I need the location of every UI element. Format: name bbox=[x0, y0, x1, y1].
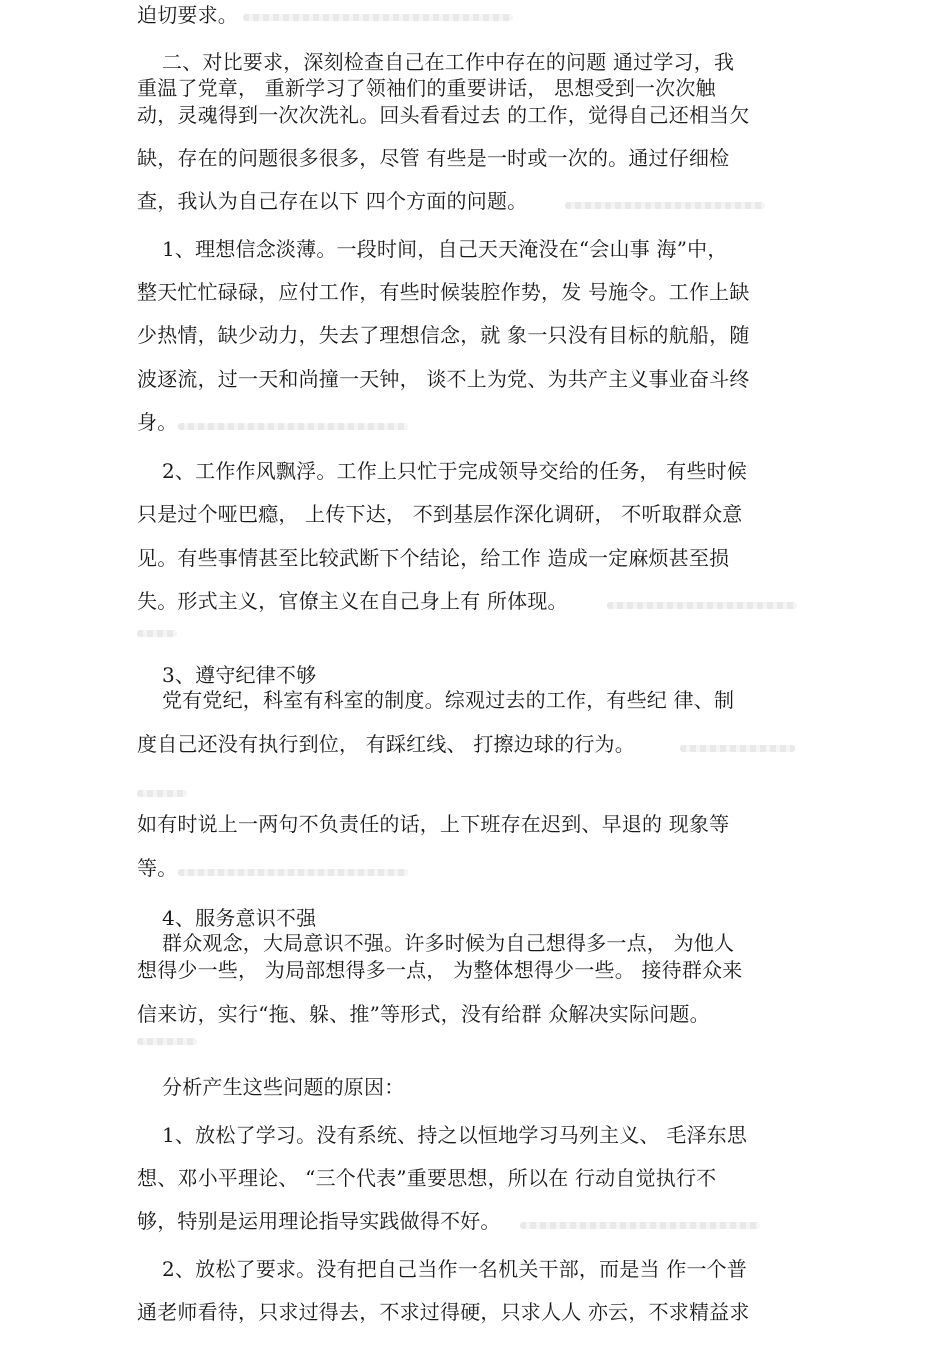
text-line: 波逐流，过一天和尚撞一天钟， 谈不上为党、为共产主义事业奋斗终 bbox=[137, 367, 750, 391]
text-line: 等。 bbox=[137, 856, 178, 880]
faint-watermark bbox=[137, 1038, 197, 1045]
section-heading: 二、对比要求，深刻检查自己在工作中存在的问题 通过学习，我 bbox=[162, 50, 735, 74]
text-line: 只是过个哑巴瘾， 上传下达， 不到基层作深化调研， 不听取群众意 bbox=[137, 502, 743, 526]
text-line: 见。有些事情甚至比较武断下个结论，给工作 造成一定麻烦甚至损 bbox=[137, 546, 730, 570]
paragraph-heading: 1、理想信念淡薄。一段时间，自己天天淹没在“会山事 海”中， bbox=[162, 237, 728, 261]
paragraph-heading: 分析产生这些问题的原因： bbox=[162, 1075, 405, 1099]
faint-watermark bbox=[178, 423, 408, 430]
text-line: 度自己还没有执行到位， 有踩红线、 打擦边球的行为。 bbox=[137, 732, 635, 756]
faint-watermark bbox=[178, 869, 408, 876]
paragraph-heading: 4、服务意识不强 bbox=[162, 906, 317, 930]
text-line: 够，特别是运用理论指导实践做得不好。 bbox=[137, 1209, 501, 1233]
text-line: 整天忙忙碌碌，应付工作，有些时候装腔作势，发 号施令。工作上缺 bbox=[137, 280, 750, 304]
text-line: 信来访，实行“拖、躲、推”等形式，没有给群 众解决实际问题。 bbox=[137, 1002, 710, 1026]
faint-watermark bbox=[137, 790, 187, 797]
text-line: 群众观念，大局意识不强。许多时候为自己想得多一点， 为他人 bbox=[162, 931, 735, 955]
text-line: 通老师看待，只求过得去，不求过得硬，只求人人 亦云，不求精益求 bbox=[137, 1300, 750, 1324]
paragraph-heading: 1、放松了学习。没有系统、持之以恒地学习马列主义、 毛泽东思 bbox=[162, 1123, 748, 1147]
text-line: 缺，存在的问题很多很多，尽管 有些是一时或一次的。通过仔细检 bbox=[137, 146, 730, 170]
text-line: 想、邓小平理论、 “三个代表”重要思想，所以在 行动自觉执行不 bbox=[137, 1166, 717, 1190]
text-line: 查，我认为自己存在以下 四个方面的问题。 bbox=[137, 189, 528, 213]
text-line: 动，灵魂得到一次次洗礼。回头看看过去 的工作，觉得自己还相当欠 bbox=[137, 103, 750, 127]
paragraph-heading: 3、遵守纪律不够 bbox=[162, 663, 317, 687]
faint-watermark bbox=[137, 630, 177, 637]
text-line: 身。 bbox=[137, 410, 178, 434]
text-line: 重温了党章， 重新学习了领袖们的重要讲话， 思想受到一次次触 bbox=[137, 76, 716, 100]
paragraph-heading: 2、工作作风飘浮。工作上只忙于完成领导交给的任务， 有些时候 bbox=[162, 459, 748, 483]
text-line: 如有时说上一两句不负责任的话，上下班存在迟到、早退的 现象等 bbox=[137, 812, 730, 836]
text-line: 失。形式主义，官僚主义在自己身上有 所体现。 bbox=[137, 589, 568, 613]
faint-watermark bbox=[243, 14, 513, 21]
faint-watermark bbox=[565, 202, 765, 209]
paragraph-heading: 2、放松了要求。没有把自己当作一名机关干部，而是当 作一个普 bbox=[162, 1257, 748, 1281]
text-line: 迫切要求。 bbox=[137, 3, 238, 27]
faint-watermark bbox=[520, 1222, 760, 1229]
faint-watermark bbox=[680, 745, 795, 752]
faint-watermark bbox=[607, 602, 797, 609]
text-line: 党有党纪，科室有科室的制度。综观过去的工作，有些纪 律、制 bbox=[162, 688, 735, 712]
text-line: 想得少一些， 为局部想得多一点， 为整体想得少一些。 接待群众来 bbox=[137, 958, 743, 982]
text-line: 少热情，缺少动力，失去了理想信念，就 象一只没有目标的航船，随 bbox=[137, 323, 750, 347]
